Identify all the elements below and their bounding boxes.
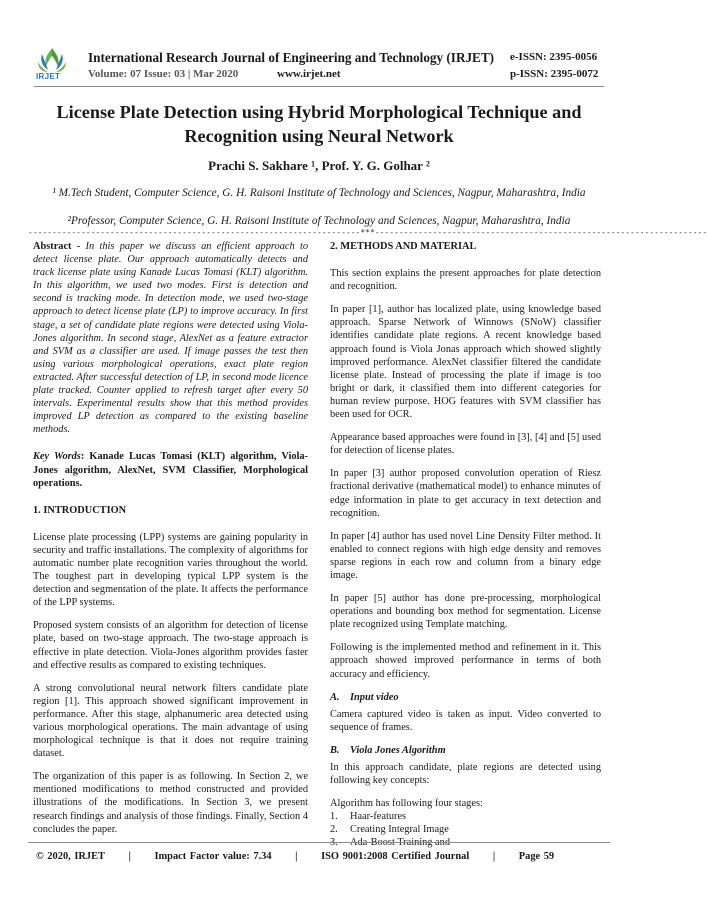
journal-website[interactable]: www.irjet.net xyxy=(277,68,341,80)
footer-impact-factor: Impact Factor value: 7.34 xyxy=(154,851,272,862)
stages-list xyxy=(330,810,601,849)
keywords xyxy=(33,450,308,489)
intro-paragraph-3: A strong convolutional neural network filters candidate plate region [1]. This approach showed significant improvement in performance. After this stage, alphanumeric area detected using various morphological operations. The main advantage of using morphological technique is that it does not require training dataset. xyxy=(33,682,308,760)
intro-heading: 1. INTRODUCTION xyxy=(33,504,127,516)
section-divider: ---------------------------------------------------------------------***--------------------------------------------------------------------- xyxy=(28,228,707,237)
footer-rule xyxy=(28,842,610,843)
footer-iso: ISO 9001:2008 Certified Journal xyxy=(321,851,470,862)
subsection-a-letter: A. xyxy=(330,691,340,703)
subsection-a-heading xyxy=(330,691,601,704)
footer-separator: | xyxy=(128,851,131,862)
list-item-text: Haar-features xyxy=(350,811,407,823)
subsection-a-title: Input video xyxy=(350,691,399,703)
footer-page-number: Page 59 xyxy=(518,851,555,862)
volume-issue: Volume: 07 Issue: 03 | Mar 2020 xyxy=(88,68,239,80)
subsection-a-text: Camera captured video is taken as input. Video converted to sequence of frames. xyxy=(330,708,601,733)
intro-paragraph-2: Proposed system consists of an algorithm for detection of license plate, based on two-stage approach. The two-stage approach is effective in plate detection. Viola-Jones algorithm provides faster and effective results as compared to existing techniques. xyxy=(33,620,308,671)
list-item xyxy=(330,810,601,823)
abstract-text: In this paper we discuss an efficient approach to detect license plate. Our approach automatically detects and track license plate using Kanade Lucas Tomasi (KLT) algorithm. In this algorithm, we used two modes. First is detection and second is tracking mode. In detection mode, we used two-stage approach to detect license plate (LP) to improve accuracy. In first stage, a set of candidate plate regions were detected using Viola-Jones algorithm. In second stage, AlexNet as a feature extractor and SVM as a classifier are used. If image passes the test then using various morphological operations, exact plate region extracted. After successful detection of LP, in second mode licence plate tracked. Counter applied to refresh target after every 50 intervals. Experimental results show that this method provides improved LP detection as compared to the existing baseline methods. xyxy=(33,241,308,436)
paper-title: License Plate Detection using Hybrid Morphological Technique and Recognition using Neural Network xyxy=(56,102,582,146)
logo-text: IRJET xyxy=(36,72,61,81)
affiliation-2: ²Professor, Computer Science, G. H. Raisoni Institute of Technology and Sciences, Nagpur, Maharashtra, India xyxy=(67,215,571,227)
footer-separator: | xyxy=(492,851,496,862)
footer-copyright: © 2020, IRJET xyxy=(36,851,105,862)
methods-paragraph-7: Following is the implemented method and refinement in it. This approach showed improved performance in terms of both accuracy and efficiency. xyxy=(330,642,601,680)
journal-header xyxy=(0,0,638,92)
methods-heading: 2. METHODS AND MATERIAL xyxy=(330,241,477,252)
header-rule xyxy=(34,86,604,87)
list-item-text: Creating Integral Image xyxy=(350,824,449,836)
subsection-b-heading xyxy=(330,744,601,757)
methods-paragraph-3: Appearance based approaches were found in [3], [4] and [5] used for detection of license plates. xyxy=(330,432,601,457)
keywords-label: Key Words xyxy=(33,451,81,463)
subsection-b-text: In this approach candidate, plate regions are detected using following key concepts: xyxy=(330,762,601,787)
page-footer xyxy=(36,851,574,862)
right-column xyxy=(330,240,601,850)
paper-authors: Prachi S. Sakhare ¹, Prof. Y. G. Golhar ² xyxy=(208,158,430,173)
list-item-number xyxy=(330,836,350,849)
methods-paragraph-1: This section explains the present approaches for plate detection and recognition. xyxy=(330,268,601,293)
methods-paragraph-6: In paper [5] author has done pre-processing, morphological operations and bounding box method for segmentation. License plate recognized using Template matching. xyxy=(330,593,601,631)
list-item xyxy=(330,823,601,836)
subsection-b-letter: B. xyxy=(330,744,340,756)
stages-intro: Algorithm has following four stages: xyxy=(330,798,483,810)
abstract-label: Abstract - xyxy=(33,241,86,252)
list-item xyxy=(330,836,601,849)
list-item-number: 2. xyxy=(330,824,338,836)
abstract xyxy=(33,240,308,436)
methods-paragraph-5: In paper [4] author has used novel Line Density Filter method. It enabled to connect regions with high edge density and removes sparse regions in each row and column from a binary edge image. xyxy=(330,530,601,581)
p-issn: p-ISSN: 2395-0072 xyxy=(510,68,599,80)
subsection-b-title: Viola Jones Algorithm xyxy=(350,744,446,756)
keywords-text: : Kanade Lucas Tomasi (KLT) algorithm, Viola-Jones algorithm, AlexNet, SVM Classifier, Morphological operations. xyxy=(33,451,308,489)
affiliation-1: ¹ M.Tech Student, Computer Science, G. H. Raisoni Institute of Technology and Sciences, Nagpur, Maharashtra, India xyxy=(52,187,586,199)
intro-paragraph-1: License plate processing (LPP) systems are gaining popularity in security and traffic installations. The complexity of algorithms for automatic number plate recognition varies throughout the world. The toughest part in developing typical LPP system is the detection and segmentation of the plate. It affects the performance of the LPP systems. xyxy=(33,531,308,609)
methods-paragraph-2: In paper [1], author has localized plate, using knowledge based approach. Sparse Network of Winnows (SNoW) classifier identifies candidate plate regions. A recent knowledge based approach found is Viola Jonas approach which showed slightly improved performance. AlexNet classifier filtered the candidate license plate. Instead of processing the plate if image is too bright or dark, it classified them into different categories for human review purpose. HOG features with SVM classifier has been used for OCR. xyxy=(330,304,601,421)
intro-paragraph-4: The organization of this paper is as following. In Section 2, we mentioned modifications to method constructed and provided illustrations of the modifications. In Section 3, we present research findings and analysis of those findings. Finally, Section 4 concludes the paper. xyxy=(33,771,308,835)
journal-title: International Research Journal of Engineering and Technology (IRJET) xyxy=(88,50,495,65)
methods-paragraph-4: In paper [3] author proposed convolution operation of Riesz fractional derivative (mathematical model) to enhance minutes of edge information in plate to get accuracy in text detection and recognition. xyxy=(330,468,601,519)
e-issn: e-ISSN: 2395-0056 xyxy=(510,51,598,63)
footer-separator: | xyxy=(295,851,298,862)
left-column xyxy=(33,240,308,846)
list-item-number: 1. xyxy=(330,811,338,823)
